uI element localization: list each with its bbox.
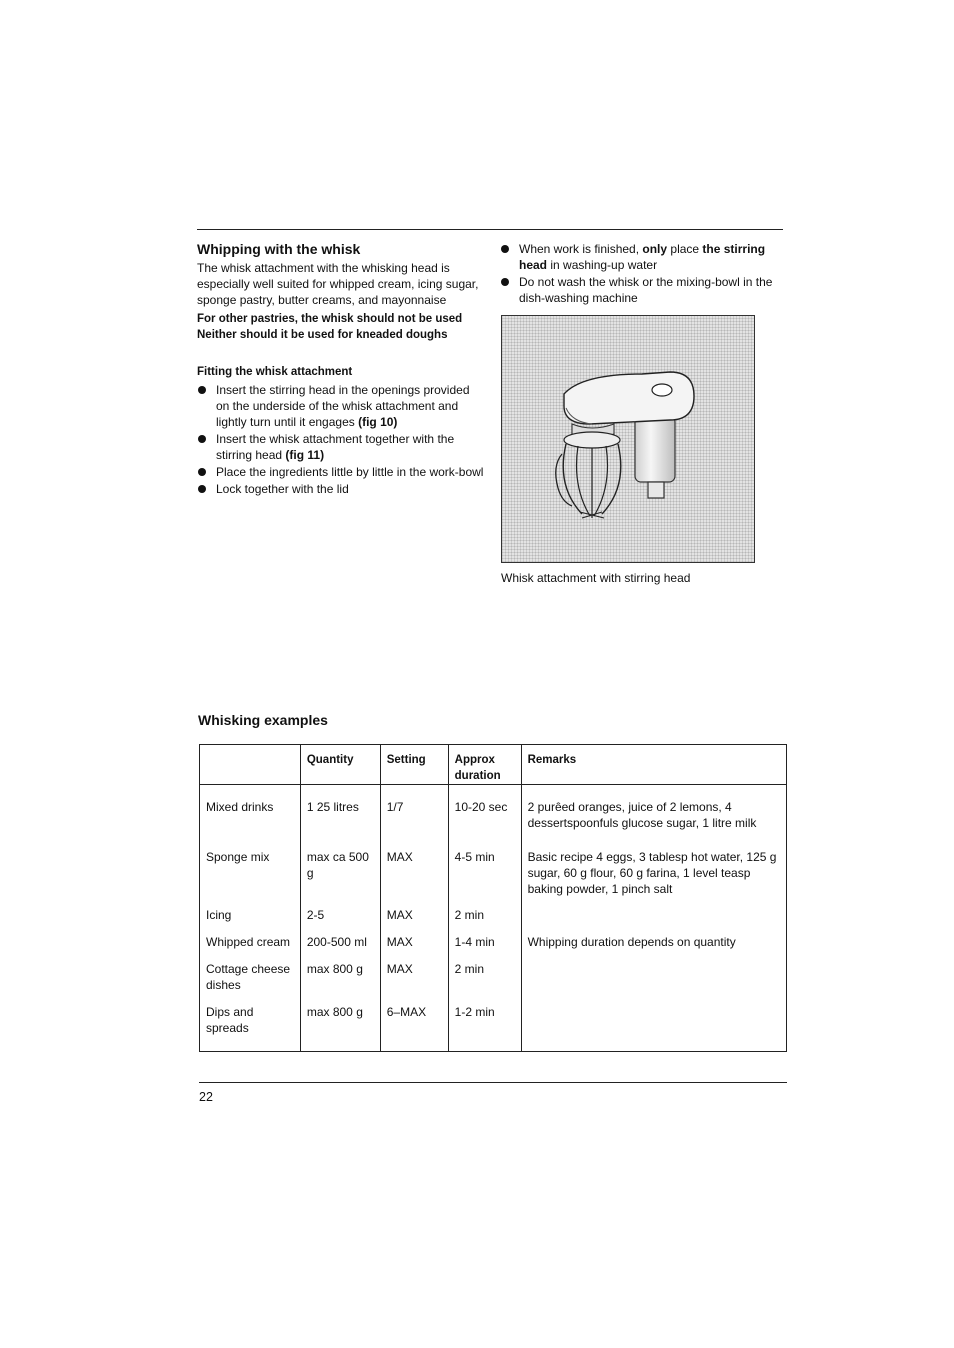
figure-ref: (fig 11) (285, 448, 325, 462)
column-header: Setting (380, 745, 448, 785)
table-row: Dips and spreads max 800 g 6–MAX 1-2 min (200, 998, 787, 1052)
whisk-illustration (502, 316, 755, 563)
whisking-examples-table (199, 744, 787, 1052)
bullet-icon (198, 468, 206, 476)
bullet-icon (501, 245, 509, 253)
list-item: Insert the stirring head in the openings provided on the underside of the whisk attachment and lightly turn until it engages (fig 10) (197, 382, 485, 430)
list-item: Place the ingredients little by little in the work-bowl (197, 464, 485, 480)
table-row: Sponge mix max ca 500 g MAX 4-5 min Basic recipe 4 eggs, 3 tablesp hot water, 125 g sugar, 60 g flour, 60 g farina, 1 level teasp baking powder, 1 pinch salt (200, 843, 787, 901)
right-column (500, 241, 788, 307)
intro-paragraph: The whisk attachment with the whisking head is especially well suited for whipped cream, icing sugar, sponge pastry, butter creams, and mayonnaise (197, 261, 479, 307)
column-header: Quantity (300, 745, 380, 785)
examples-heading: Whisking examples (198, 712, 328, 728)
column-header: Remarks (521, 745, 786, 785)
column-header: Approx duration (448, 745, 521, 785)
fitting-steps-list (197, 382, 485, 497)
section-heading: Whipping with the whisk (197, 241, 361, 257)
bullet-icon (198, 485, 206, 493)
bullet-icon (501, 278, 509, 286)
top-rule (197, 229, 783, 230)
cleaning-list (500, 241, 788, 306)
column-header (200, 745, 301, 785)
warning-paragraph: For other pastries, the whisk should not be used Neither should it be used for kneaded doughs (197, 313, 463, 341)
bullet-icon (198, 386, 206, 394)
table-row: Icing 2-5 MAX 2 min (200, 901, 787, 928)
list-item: Lock together with the lid (197, 481, 485, 497)
fitting-subheading: Fitting the whisk attachment (197, 366, 353, 378)
list-item: When work is finished, only place the stirring head in washing-up water (500, 241, 788, 273)
whisk-attachment-figure (501, 315, 755, 563)
table-row: Whipped cream 200-500 ml MAX 1-4 min Whipping duration depends on quantity (200, 928, 787, 955)
table-row: Mixed drinks 1 25 litres 1/7 10-20 sec 2 purêed oranges, juice of 2 lemons, 4 dessertspoonfuls glucose sugar, 1 litre milk (200, 785, 787, 843)
left-column (197, 241, 485, 498)
list-item: Insert the whisk attachment together with the stirring head (fig 11) (197, 431, 485, 463)
list-item: Do not wash the whisk or the mixing-bowl in the dish-washing machine (500, 274, 788, 306)
table-row: Cottage cheese dishes max 800 g MAX 2 min (200, 955, 787, 998)
figure-caption: Whisk attachment with stirring head (501, 571, 691, 585)
figure-ref: (fig 10) (358, 415, 398, 429)
table-header-row (200, 745, 787, 785)
bullet-icon (198, 435, 206, 443)
bottom-rule (199, 1082, 787, 1083)
page-number: 22 (199, 1090, 213, 1104)
